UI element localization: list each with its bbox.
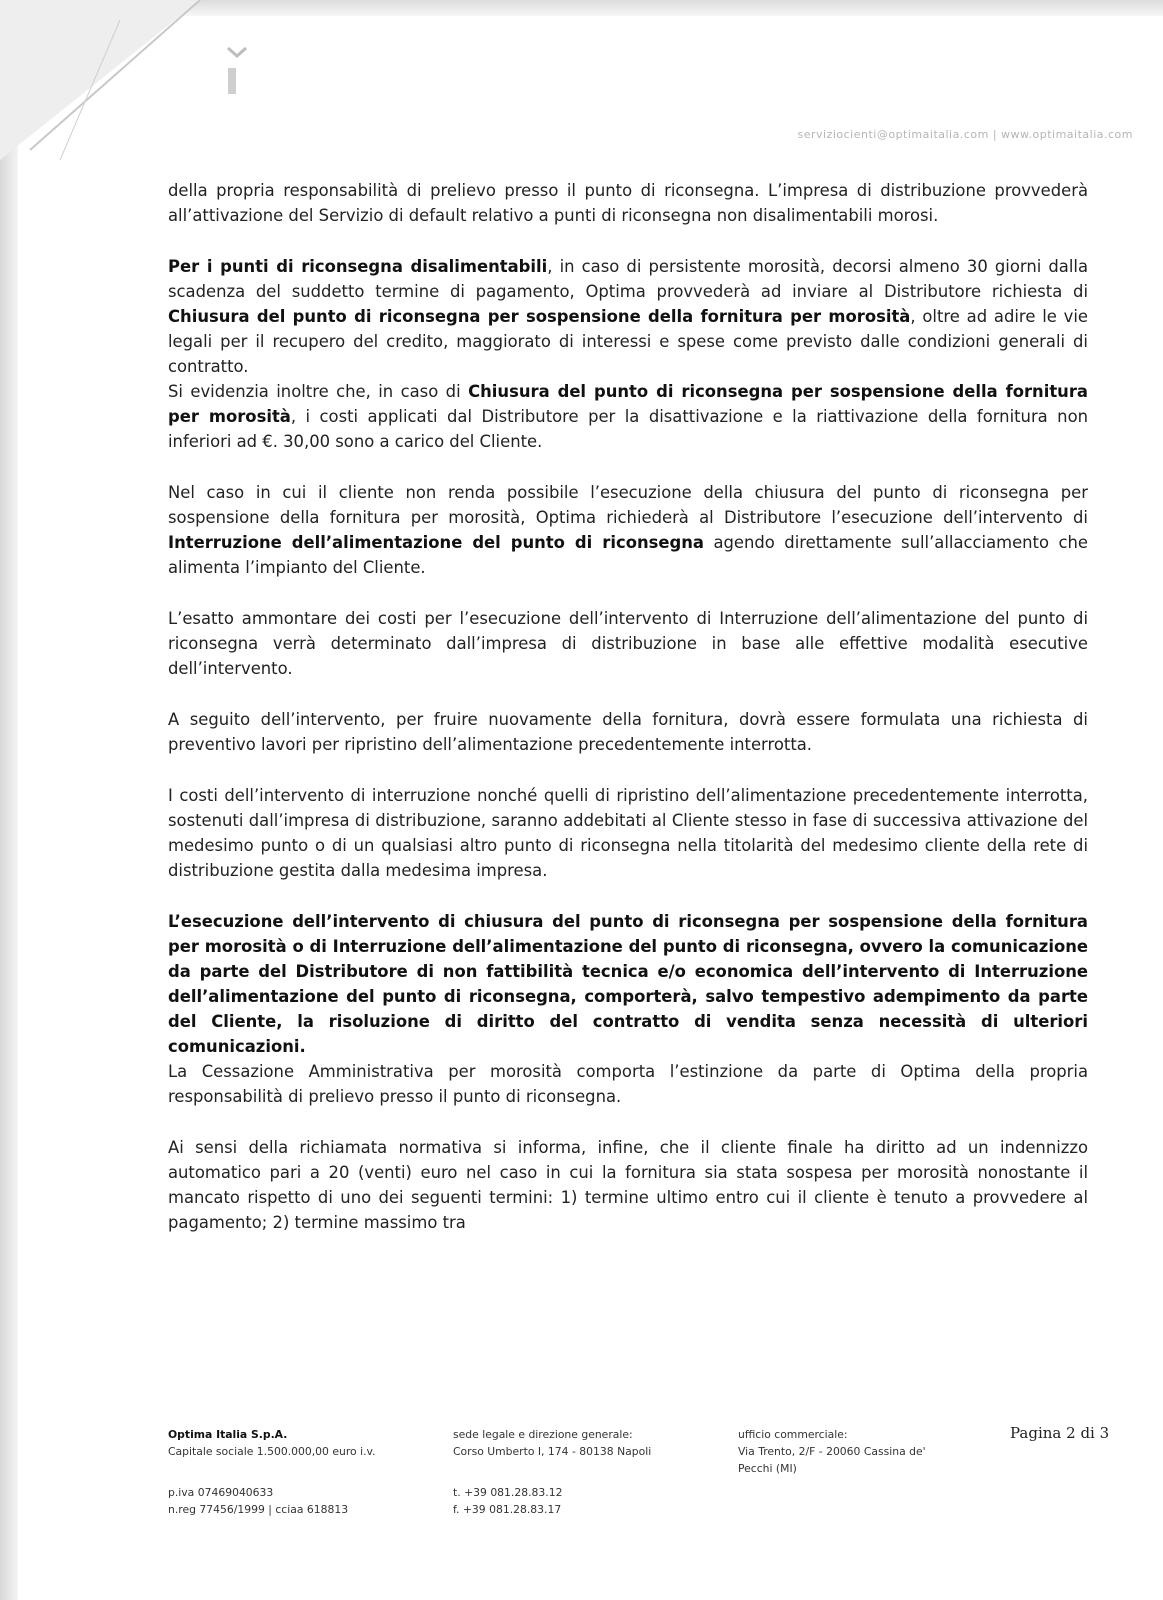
paragraph-2-bold-1: Per i punti di riconsegna disalimentabili (168, 257, 548, 276)
paragraph-2-text-2: , oltre ad adire le vie legali per il recupero del credito, maggiorato di interessi e spese come previsto dalle condizioni generali di contratto. (168, 307, 1088, 376)
paragraph-3-text-2: , i costi applicati dal Distributore per la disattivazione e la riattivazione della fornitura non inferiori ad €. 30,00 sono a carico del Cliente. (168, 407, 1088, 451)
paragraph-5: L’esatto ammontare dei costi per l’esecuzione dell’intervento di Interruzione dell’alimentazione del punto di riconsegna verrà determinato dall’impresa di distribuzione in base alle effettive modalità esecutive dell’intervento. (168, 609, 1088, 678)
paragraph-4-bold: Interruzione dell’alimentazione del punto di riconsegna (168, 533, 704, 552)
footer-ufficio-label: ufficio commerciale: (738, 1428, 848, 1441)
page-number: Pagina 2 di 3 (1010, 1424, 1110, 1442)
footer-sede-column (453, 1426, 713, 1518)
paragraph-3 (168, 379, 1088, 454)
scan-shadow-left (0, 0, 18, 1600)
paragraph-3-bold: Chiusura del punto di riconsegna per sospensione della fornitura per morosità (168, 382, 1088, 426)
paragraph-7: I costi dell’intervento di interruzione nonché quelli di ripristino dell’alimentazione precedentemente interrotta, sostenuti dall’impresa di distribuzione, saranno addebitati al Cliente stesso in fase di successiva attivazione del medesimo punto o di un qualsiasi altro punto di riconsegna nella titolarità del medesimo cliente della rete di distribuzione gestita dalla medesima impresa. (168, 786, 1088, 880)
header-contact-info: serviziocienti@optimaitalia.com | www.optimaitalia.com (797, 128, 1133, 141)
paragraph-10: Ai sensi della richiamata normativa si informa, infine, che il cliente finale ha diritto ad un indennizzo automatico pari a 20 (venti) euro nel caso in cui la fornitura sia stata sospesa per morosità nonostante il mancato rispetto di uno dei seguenti termini: 1) termine ultimo entro cui il cliente è tenuto a provvedere al pagamento; 2) termine massimo tra (168, 1138, 1088, 1232)
paragraph-4-text-2: agendo direttamente sull’allacciamento che alimenta l’impianto del Cliente. (168, 533, 1088, 577)
paragraph-4-text-1: Nel caso in cui il cliente non renda possibile l’esecuzione della chiusura del punto di riconsegna per sospensione della fornitura per morosità, Optima richiederà al Distributore l’esecuzione dell’intervento di (168, 483, 1088, 527)
footer-phone: t. +39 081.28.83.12 (453, 1486, 563, 1499)
paragraph-3-text-1: Si evidenzia inoltre che, in caso di (168, 382, 469, 401)
page-fold-mark (0, 0, 240, 200)
paragraph-2 (168, 254, 1088, 379)
optima-logo-icon (224, 42, 250, 98)
document-body (168, 178, 1088, 1235)
paragraph-8 (168, 909, 1088, 1059)
footer-sede-address: Corso Umberto I, 174 - 80138 Napoli (453, 1445, 652, 1458)
paragraph-8-bold: L’esecuzione dell’intervento di chiusura del punto di riconsegna per sospensione della fornitura per morosità o di Interruzione dell’alimentazione del punto di riconsegna, ovvero la comunicazione da parte del Distributore di non fattibilità tecnica e/o economica dell’intervento di Interruzione dell’alimentazione del punto di riconsegna, comporterà, salvo tempestivo adempimento da parte del Cliente, la risoluzione di diritto del contratto di vendita senza necessità di ulteriori comunicazioni. (168, 912, 1088, 1056)
footer-ufficio-column (738, 1426, 958, 1477)
footer-nreg: n.reg 77456/1999 | cciaa 618813 (168, 1503, 349, 1516)
paragraph-4 (168, 480, 1088, 580)
paragraph-6: A seguito dell’intervento, per fruire nuovamente della fornitura, dovrà essere formulata una richiesta di preventivo lavori per ripristino dell’alimentazione precedentemente interrotta. (168, 710, 1088, 754)
footer-piva: p.iva 07469040633 (168, 1486, 274, 1499)
paragraph-2-bold-2: Chiusura del punto di riconsegna per sospensione della fornitura per morosità (168, 307, 911, 326)
footer-capital: Capitale sociale 1.500.000,00 euro i.v. (168, 1445, 376, 1458)
footer-ufficio-address: Via Trento, 2/F - 20060 Cassina de' Pecchi (MI) (738, 1445, 926, 1475)
paragraph-2-text-1: , in caso di persistente morosità, decorsi almeno 30 giorni dalla scadenza del suddetto termine di pagamento, Optima provvederà ad inviare al Distributore richiesta di (168, 257, 1088, 301)
paragraph-9: La Cessazione Amministrativa per morosità comporta l’estinzione da parte di Optima della propria responsabilità di prelievo presso il punto di riconsegna. (168, 1062, 1088, 1106)
footer-company-column (168, 1426, 438, 1518)
footer-fax: f. +39 081.28.83.17 (453, 1503, 562, 1516)
footer-company-name: Optima Italia S.p.A. (168, 1428, 288, 1441)
paragraph-1: della propria responsabilità di prelievo presso il punto di riconsegna. L’impresa di distribuzione provvederà all’attivazione del Servizio di default relativo a punti di riconsegna non disalimentabili morosi. (168, 181, 1088, 225)
footer-sede-label: sede legale e direzione generale: (453, 1428, 633, 1441)
